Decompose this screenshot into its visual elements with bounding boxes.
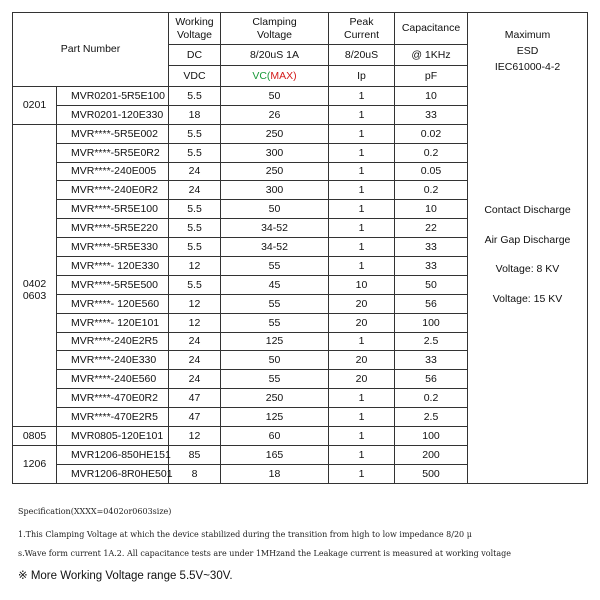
clamping-voltage-cell: 165	[221, 445, 329, 464]
part-number-cell: MVR****-240E2R5	[57, 332, 169, 351]
clamping-voltage-cell: 26	[221, 105, 329, 124]
part-number-cell: MVR****-470E0R2	[57, 389, 169, 408]
clamping-voltage-sub: 8/20uS 1A	[221, 45, 329, 66]
clamping-voltage-cell: 125	[221, 408, 329, 427]
capacitance-cell: 200	[395, 445, 468, 464]
part-number-header-label: Part Number	[60, 43, 121, 56]
capacitance-cell: 0.2	[395, 143, 468, 162]
working-voltage-cell: 24	[169, 351, 221, 370]
capacitance-cell: 2.5	[395, 332, 468, 351]
working-voltage-sub: DC	[169, 45, 221, 66]
working-voltage-cell: 24	[169, 332, 221, 351]
part-number-header	[13, 13, 169, 87]
working-voltage-cell: 24	[169, 370, 221, 389]
peak-current-cell: 20	[329, 294, 395, 313]
working-voltage-cell: 5.5	[169, 124, 221, 143]
part-number-cell: MVR****-5R5E500	[57, 275, 169, 294]
esd-header-l3: IEC61000-4-2	[494, 61, 561, 73]
peak-current-cell: 20	[329, 313, 395, 332]
capacitance-cell: 0.2	[395, 389, 468, 408]
capacitance-cell: 0.02	[395, 124, 468, 143]
esd-contact-discharge: Contact Discharge	[484, 204, 571, 216]
peak-current-cell: 1	[329, 427, 395, 446]
working-voltage-cell: 12	[169, 257, 221, 276]
working-voltage-cell: 47	[169, 389, 221, 408]
package-cell	[13, 87, 57, 125]
esd-air-gap-discharge: Air Gap Discharge	[484, 233, 571, 246]
part-number-cell: MVR****-5R5E0R2	[57, 143, 169, 162]
more-voltage-note: ※ More Working Voltage range 5.5V~30V.	[18, 570, 233, 582]
peak-current-header-l1: Peak	[349, 16, 374, 29]
capacitance-cell: 100	[395, 427, 468, 446]
peak-current-cell: 1	[329, 464, 395, 483]
part-number-cell: MVR0201-5R5E100	[57, 87, 169, 106]
clamping-voltage-header	[221, 13, 329, 45]
clamping-voltage-cell: 34-52	[221, 238, 329, 257]
capacitance-cell: 33	[395, 238, 468, 257]
peak-current-cell: 1	[329, 332, 395, 351]
note-line-2: s.Wave form current 1A.2. All capacitance tests are under 1MHzand the Leakage current is measured at working voltage	[18, 549, 512, 558]
vc-max: MAX	[270, 69, 294, 82]
esd-voltage-15kv: Voltage: 15 KV	[492, 292, 563, 305]
clamping-voltage-cell: 50	[221, 87, 329, 106]
part-number-cell: MVR1206-850HE151	[57, 445, 169, 464]
working-voltage-cell: 5.5	[169, 238, 221, 257]
capacitance-cell: 500	[395, 464, 468, 483]
part-number-cell: MVR0805-120E101	[57, 427, 169, 446]
package-cell	[13, 427, 57, 446]
working-voltage-header	[169, 13, 221, 45]
working-voltage-unit: VDC	[169, 66, 221, 87]
peak-current-cell: 20	[329, 370, 395, 389]
clamping-voltage-cell: 250	[221, 162, 329, 181]
part-number-cell: MVR****- 120E330	[57, 257, 169, 276]
peak-current-cell: 20	[329, 351, 395, 370]
capacitance-cell: 33	[395, 257, 468, 276]
capacitance-cell: 10	[395, 200, 468, 219]
clamping-voltage-cell: 250	[221, 389, 329, 408]
part-number-cell: MVR****-240E330	[57, 351, 169, 370]
esd-voltage-8kv: Voltage: 8 KV	[495, 263, 560, 275]
working-voltage-cell: 47	[169, 408, 221, 427]
working-voltage-cell: 5.5	[169, 143, 221, 162]
capacitance-cell: 2.5	[395, 408, 468, 427]
part-number-cell: MVR****-5R5E100	[57, 200, 169, 219]
capacitance-cell: 33	[395, 105, 468, 124]
clamping-voltage-cell: 55	[221, 370, 329, 389]
working-voltage-cell: 12	[169, 427, 221, 446]
spec-table	[12, 12, 588, 484]
working-voltage-cell: 85	[169, 445, 221, 464]
part-number-cell: MVR****-5R5E330	[57, 238, 169, 257]
working-voltage-cell: 24	[169, 162, 221, 181]
package-0603: 0603	[22, 290, 47, 303]
working-voltage-cell: 5.5	[169, 200, 221, 219]
clamping-voltage-cell: 50	[221, 200, 329, 219]
peak-current-cell: 1	[329, 219, 395, 238]
peak-current-cell: 10	[329, 275, 395, 294]
esd-header-l1: Maximum	[504, 29, 551, 41]
package-cell	[13, 124, 57, 426]
spec-note: Specification(XXXX=0402or0603size)	[18, 507, 172, 516]
header-row-1	[13, 13, 588, 45]
peak-current-cell: 1	[329, 200, 395, 219]
peak-current-cell: 1	[329, 87, 395, 106]
peak-current-cell: 1	[329, 408, 395, 427]
part-number-cell: MVR1206-8R0HE501	[57, 464, 169, 483]
working-voltage-header-l1: Working	[175, 16, 214, 29]
working-voltage-header-l2: Voltage	[176, 28, 213, 41]
peak-current-cell: 1	[329, 389, 395, 408]
clamping-voltage-header-l1: Clamping	[252, 16, 297, 29]
package-cell	[13, 445, 57, 483]
package-0805: 0805	[22, 429, 47, 442]
peak-current-cell: 1	[329, 257, 395, 276]
peak-current-cell: 1	[329, 105, 395, 124]
clamping-voltage-cell: 55	[221, 313, 329, 332]
working-voltage-cell: 5.5	[169, 275, 221, 294]
capacitance-header	[395, 13, 468, 45]
package-1206: 1206	[22, 458, 47, 471]
working-voltage-cell: 18	[169, 105, 221, 124]
capacitance-header-label: Capacitance	[401, 22, 461, 35]
peak-current-cell: 1	[329, 181, 395, 200]
clamping-voltage-cell: 300	[221, 143, 329, 162]
peak-current-cell: 1	[329, 162, 395, 181]
peak-current-sub: 8/20uS	[329, 45, 395, 66]
part-number-cell: MVR****-240E005	[57, 162, 169, 181]
clamping-voltage-cell: 45	[221, 275, 329, 294]
capacitance-cell: 33	[395, 351, 468, 370]
capacitance-cell: 10	[395, 87, 468, 106]
peak-current-cell: 1	[329, 143, 395, 162]
peak-current-header	[329, 13, 395, 45]
note-line-1: 1.This Clamping Voltage at which the device stabilized during the transition from high to low impedance 8/20 μ	[18, 530, 472, 539]
clamping-voltage-cell: 18	[221, 464, 329, 483]
esd-column	[468, 13, 588, 484]
part-number-cell: MVR****- 120E560	[57, 294, 169, 313]
capacitance-cell: 0.05	[395, 162, 468, 181]
part-number-cell: MVR****-5R5E220	[57, 219, 169, 238]
peak-current-cell: 1	[329, 445, 395, 464]
working-voltage-cell: 24	[169, 181, 221, 200]
clamping-voltage-cell: 34-52	[221, 219, 329, 238]
vc-prefix: VC(	[252, 69, 271, 82]
capacitance-sub: @ 1KHz	[395, 45, 468, 66]
clamping-voltage-cell: 300	[221, 181, 329, 200]
clamping-voltage-cell: 55	[221, 294, 329, 313]
clamping-voltage-cell: 60	[221, 427, 329, 446]
capacitance-unit: pF	[395, 66, 468, 87]
part-number-cell: MVR****-5R5E002	[57, 124, 169, 143]
working-voltage-cell: 5.5	[169, 87, 221, 106]
part-number-cell: MVR****-470E2R5	[57, 408, 169, 427]
working-voltage-cell: 12	[169, 294, 221, 313]
capacitance-cell: 0.2	[395, 181, 468, 200]
clamping-voltage-unit	[221, 66, 329, 87]
clamping-voltage-header-l2: Voltage	[256, 28, 293, 41]
package-0201: 0201	[22, 99, 47, 112]
working-voltage-cell: 5.5	[169, 219, 221, 238]
capacitance-cell: 100	[395, 313, 468, 332]
vc-suffix: )	[293, 69, 297, 82]
clamping-voltage-cell: 250	[221, 124, 329, 143]
package-0402: 0402	[22, 278, 47, 291]
peak-current-header-l2: Current	[343, 28, 379, 41]
clamping-voltage-cell: 55	[221, 257, 329, 276]
peak-current-cell: 1	[329, 124, 395, 143]
capacitance-cell: 22	[395, 219, 468, 238]
part-number-cell: MVR****-240E0R2	[57, 181, 169, 200]
part-number-cell: MVR****-240E560	[57, 370, 169, 389]
peak-current-cell: 1	[329, 238, 395, 257]
capacitance-cell: 56	[395, 370, 468, 389]
part-number-cell: MVR****- 120E101	[57, 313, 169, 332]
working-voltage-cell: 12	[169, 313, 221, 332]
part-number-cell: MVR0201-120E330	[57, 105, 169, 124]
esd-header-l2: ESD	[516, 45, 539, 57]
working-voltage-cell: 8	[169, 464, 221, 483]
clamping-voltage-cell: 125	[221, 332, 329, 351]
capacitance-cell: 56	[395, 294, 468, 313]
peak-current-unit: Ip	[329, 66, 395, 87]
capacitance-cell: 50	[395, 275, 468, 294]
clamping-voltage-cell: 50	[221, 351, 329, 370]
